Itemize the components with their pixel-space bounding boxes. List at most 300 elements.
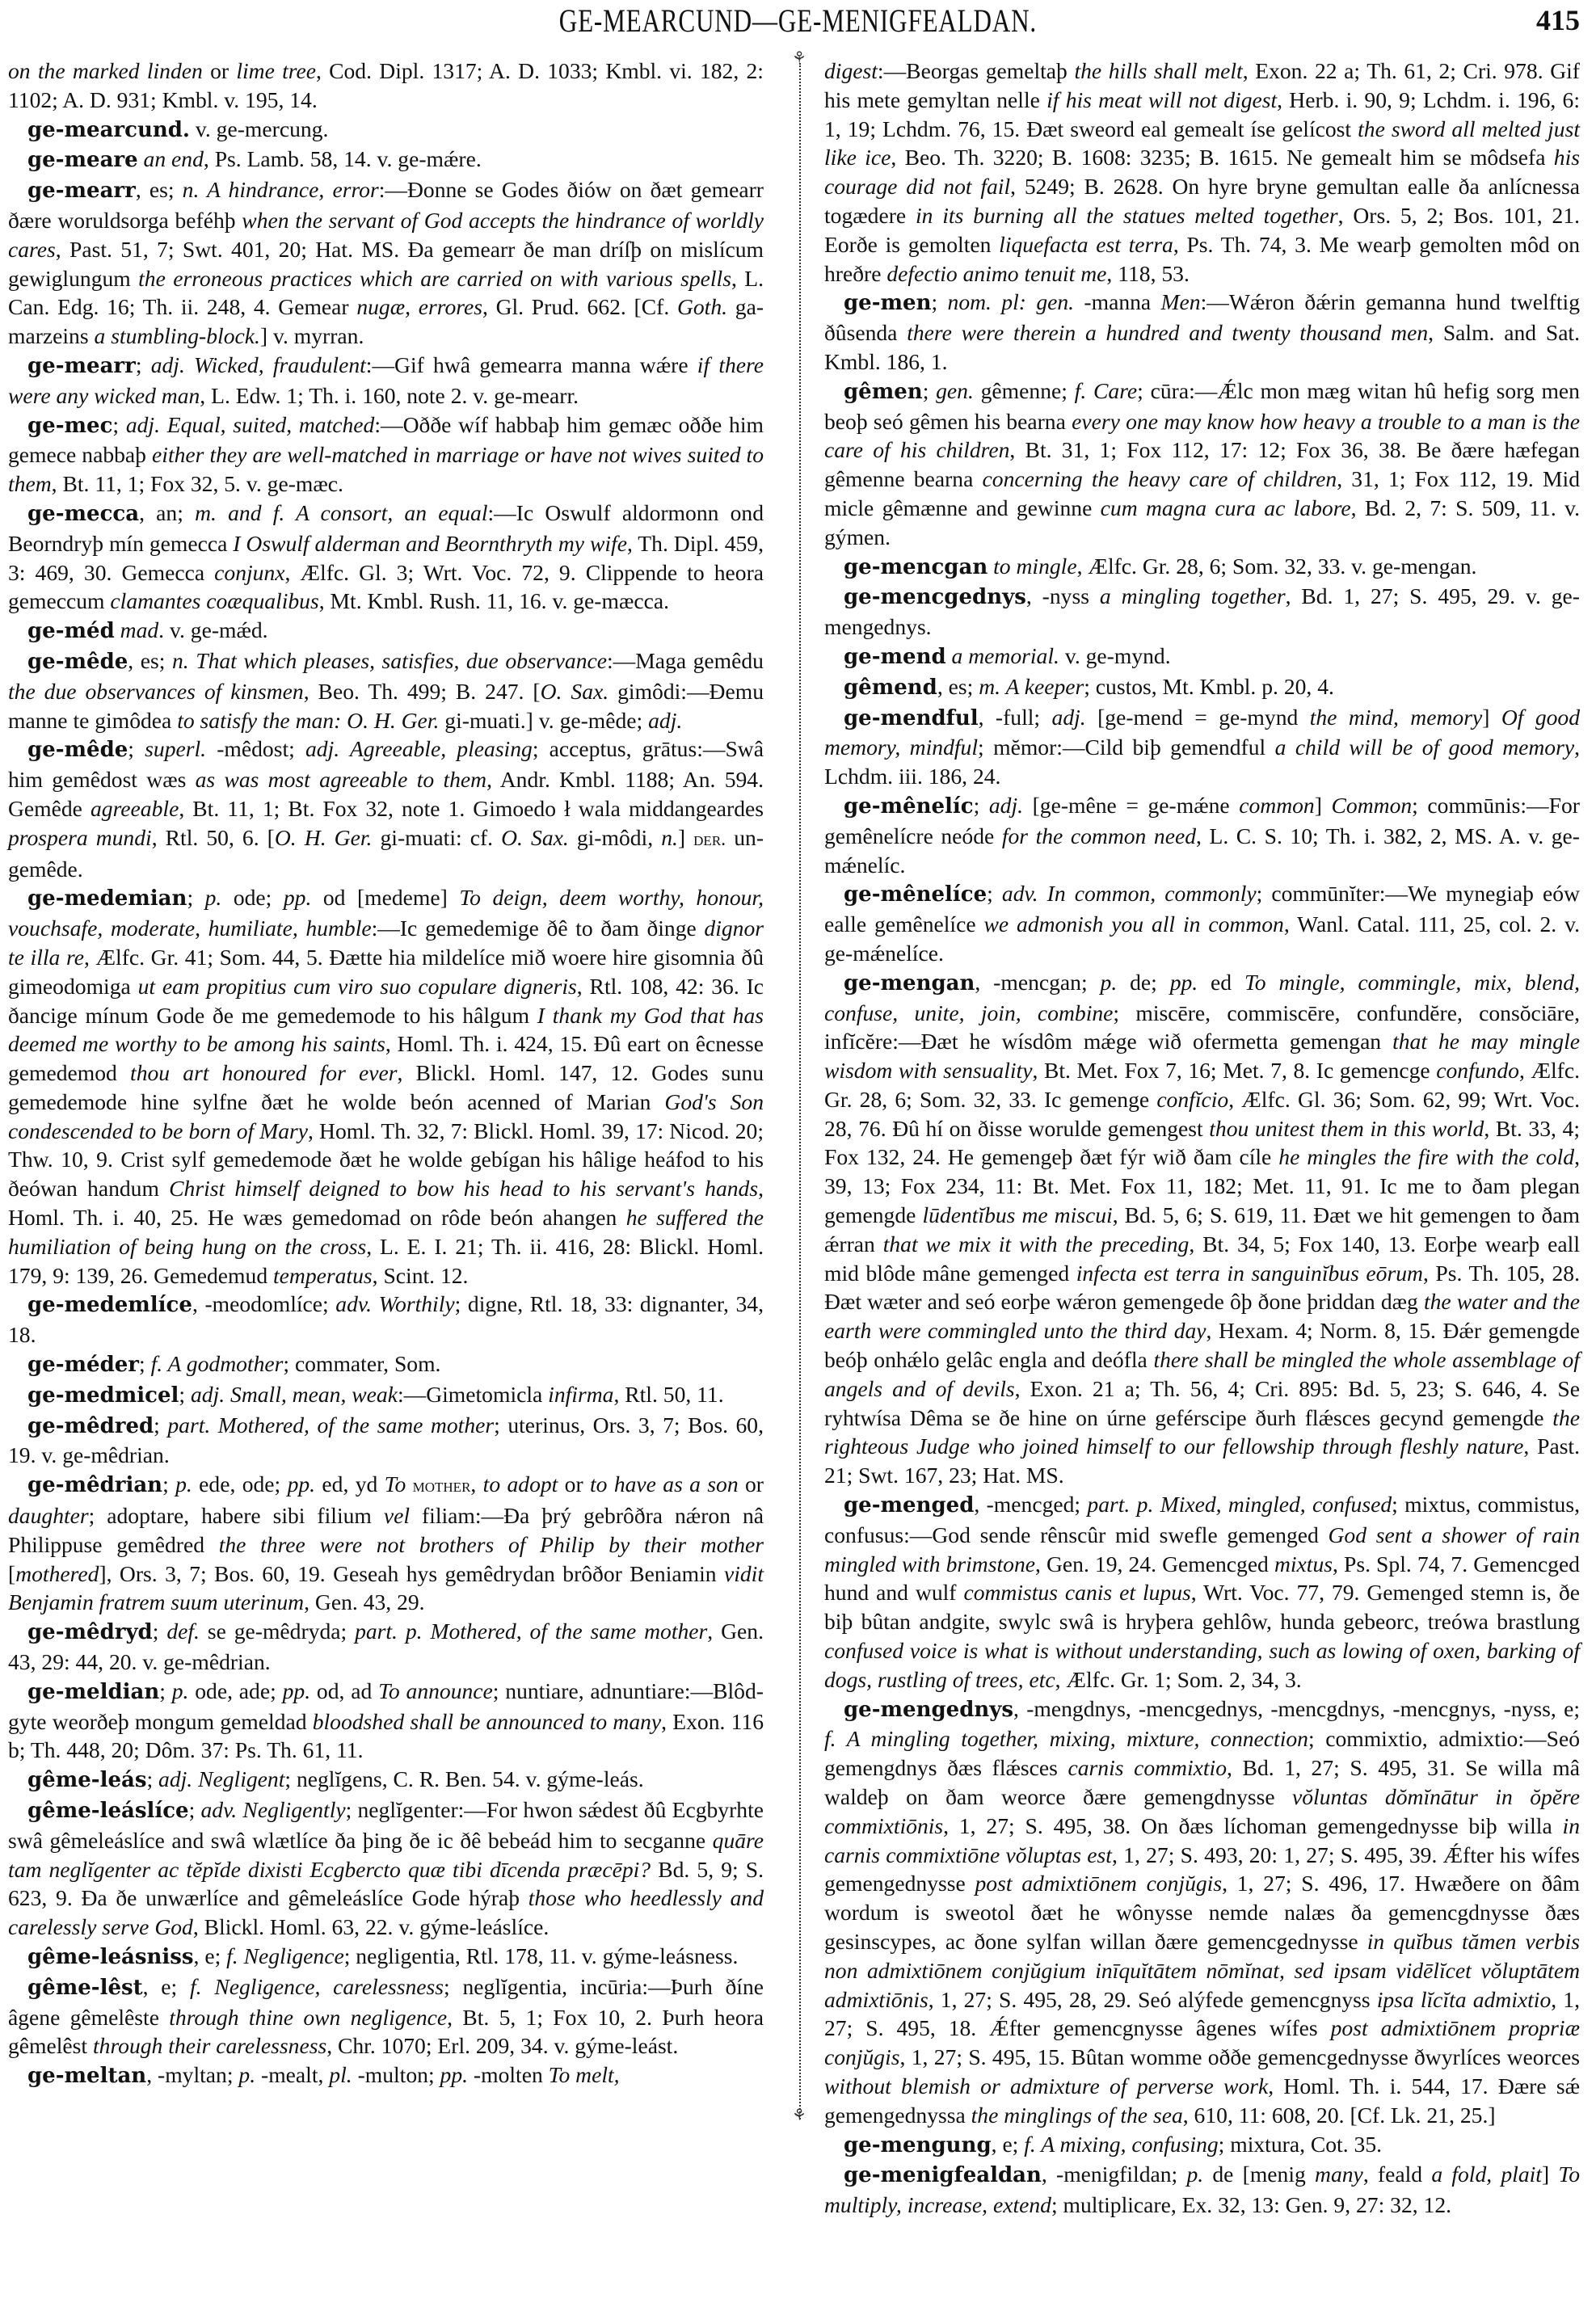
italic-gloss: to adopt	[482, 1471, 558, 1497]
text-run: , Bd. 2, 7: S. 509, 11. v. gýmen.	[824, 495, 1580, 549]
italic-gloss: ipsa lĭcĭta admixtio	[1376, 1986, 1552, 2012]
text-run: :—Oððe wíf habbaþ him gemæc oððe him gemece nabbaþ	[8, 411, 764, 468]
italic-gloss: nugæ, errores	[356, 294, 482, 320]
text-run: ; multiplicare, Ex. 32, 13: Gen. 9, 27: 32, 12.	[1051, 2192, 1452, 2218]
text-run: , -mencged;	[974, 1492, 1088, 1518]
italic-gloss: there shall be mingled the whole assemblage of angels and of devils	[824, 1347, 1580, 1401]
text-run: , -full;	[978, 704, 1052, 730]
dictionary-entry	[824, 377, 1580, 552]
headword: ge-mearcund.	[27, 117, 190, 142]
italic-gloss: p.	[204, 885, 222, 911]
italic-gloss: pp.	[287, 1471, 316, 1497]
text-run: , Homl. Th. 32, 7: Blickl. Homl. 39, 17: Nicod. 20; Thw. 10, 9. Crist sylf gemedemode ðæt he wolde gebígan his hâlige heáfod to his ðeówan handum	[8, 1118, 764, 1202]
headword: ge-mengung	[844, 2132, 992, 2157]
text-run: ;	[152, 1619, 167, 1644]
italic-gloss: superl.	[145, 736, 207, 762]
italic-gloss: without blemish or admixture of perverse work	[824, 2073, 1269, 2098]
text-run: ;	[112, 411, 126, 437]
text-run: , 1, 27; S. 495, 18. Ǽfter gemencgnysse âgenes wífes	[824, 1986, 1580, 2041]
text-run: , Bd. 1, 27; S. 495, 31. Se willa mâ waldeþ on ðam weorce ðære gemengdnysse	[824, 1755, 1580, 1810]
text-run: ], Ors. 3, 7; Bos. 60, 19. Geseah hys gemêdrydan brôðor Beniamin	[99, 1560, 724, 1586]
text-run: , Rtl. 50, 11.	[613, 1381, 724, 1407]
italic-gloss: the hills shall melt	[1074, 58, 1243, 83]
text-run: , Gen. 43, 29.	[304, 1589, 425, 1615]
headword: ge-mêde	[27, 738, 128, 763]
italic-gloss: adj.	[648, 707, 683, 733]
italic-gloss: pp.	[1169, 969, 1198, 995]
dictionary-entry	[8, 351, 764, 410]
italic-gloss: n. A hindrance, error	[182, 177, 379, 203]
text-run: ; uterinus, Ors. 3, 7; Bos. 60, 19. v. ge-mêdrian.	[8, 1412, 764, 1468]
dictionary-entry	[8, 499, 764, 616]
running-head: GE-MEARCUND—GE-MENIGFEALDAN.	[558, 2, 1037, 39]
italic-gloss: part. Mothered, of the same mother	[167, 1412, 495, 1438]
italic-gloss: for the common need	[1001, 823, 1196, 848]
text-run: , L. C. S. 10; Th. i. 382, 2, MS. A. v. ge-mǽnelíc.	[824, 823, 1580, 878]
italic-gloss: n. That which pleases, satisfies, due observance	[171, 647, 607, 673]
italic-gloss: To deign, deem worthy, honour, vouchsafe, moderate, humiliate, humble	[8, 885, 764, 941]
italic-gloss: To melt,	[548, 2062, 620, 2088]
italic-gloss: if there were any wicked man	[8, 351, 764, 408]
text-run: , Ælfc. Gr. 28, 6; Som. 32, 33. Ic gemenge	[824, 1058, 1580, 1112]
dictionary-entry	[8, 115, 764, 145]
italic-gloss: many	[1315, 2162, 1363, 2187]
italic-gloss: prospera mundi	[8, 824, 152, 850]
italic-gloss: that we mix it with the preceding	[882, 1231, 1190, 1257]
text-run: [ge-mend = ge-mynd	[1085, 704, 1310, 730]
italic-gloss: vŏluntas dŏmĭnātur in ŏpĕre commixtiōnis	[824, 1784, 1581, 1838]
italic-gloss: the due observances of kinsmen	[8, 678, 304, 704]
italic-gloss: O. Sax.	[501, 824, 569, 850]
italic-gloss: bloodshed shall be announced to many	[312, 1708, 662, 1734]
italic-gloss: To mingle, commingle, mix, blend, confuse, unite, join, combine	[824, 969, 1581, 1025]
italic-gloss: in carnis commixtiōne vŏluptas est	[824, 1812, 1580, 1867]
text-run: ; commūnĭter:—We mynegiaþ eów ealle gemênelíce	[824, 881, 1580, 937]
italic-gloss: he mingles the fire with the cold	[1278, 1144, 1575, 1170]
text-run: or	[738, 1471, 764, 1497]
text-run: , Lchdm. iii. 186, 24.	[824, 735, 1580, 789]
text-run: , Homl. Th. i. 544, 17. Ðære sǽ gemengednyssa	[824, 2073, 1580, 2128]
italic-gloss: to have as a son	[590, 1471, 739, 1497]
text-run: , L. E. I. 21; Th. ii. 416, 28: Blickl. Homl. 179, 9: 139, 26. Gemedemud	[8, 1233, 764, 1288]
text-run: ;	[188, 1797, 201, 1823]
text-run: , Wanl. Catal. 111, 25, col. 2. v. ge-mǽnelíce.	[824, 911, 1580, 966]
text-run: :—Ðonne se Godes ðiów on ðæt gemearr ðære woruldsorga beféhþ	[8, 177, 764, 233]
text-run: , Bt. 34, 5; Fox 140, 13. Eorþe wearþ eall mid blôde mâne gemenged	[824, 1231, 1580, 1286]
text-run: , 31, 1; Fox 112, 19. Mid micle gêmænne and gewinne	[824, 466, 1580, 520]
italic-gloss: conjunx	[214, 559, 285, 585]
italic-gloss: f. A godmother	[150, 1351, 284, 1377]
text-run: , Ælfc. Gl. 36; Som. 62, 99; Wrt. Voc. 28, 76. Ðû hí on ðisse worulde gemengest	[824, 1086, 1580, 1141]
text-run: , Rtl. 50, 6. [	[151, 824, 275, 850]
italic-gloss: f. A mingling together, mixing, mixture, connection	[824, 1726, 1308, 1752]
italic-gloss: infirma	[548, 1381, 614, 1407]
text-run: ; mixtura, Cot. 35.	[1218, 2131, 1383, 2157]
text-run: gi-môdi,	[568, 824, 662, 850]
text-run: , e;	[193, 1943, 227, 1968]
headword: ge-men	[844, 291, 932, 316]
dictionary-entry	[824, 552, 1580, 583]
text-run: , Herb. i. 90, 9; Lchdm. i. 196, 6: 1, 19; Lchdm. 76, 15. Ðæt sweord eal gemealt íse gelícost	[824, 86, 1580, 141]
italic-gloss: the mind, memory	[1309, 704, 1483, 730]
text-run: Bd. 5, 9; S. 623, 9. Ða ðe unwærlíce and gêmeleáslíce Gode hýraþ	[8, 1856, 764, 1911]
left-column	[8, 57, 764, 2091]
text-run: gi-muati: cf.	[372, 824, 502, 850]
page-number: 415	[1536, 4, 1580, 36]
text-run: ;	[931, 289, 948, 315]
text-run: ; digne, Rtl. 18, 33: dignanter, 34, 18.	[8, 1291, 764, 1348]
text-run: ;	[973, 792, 989, 818]
text-run: , Hexam. 4; Norm. 8, 15. Ðǽr gemengde beóþ onhǽlo gelâc engla and deófla	[824, 1318, 1580, 1373]
text-run: , -mencgan;	[975, 969, 1101, 995]
dictionary-entry	[8, 1972, 764, 2061]
text-run: , e;	[991, 2131, 1025, 2157]
text-run: , Gl. Prud. 662. [Cf.	[482, 294, 677, 320]
headword: gêmen	[844, 379, 923, 404]
text-run: ; adoptare, habere sibi filium	[88, 1503, 384, 1529]
text-run: , Bt. Met. Fox 7, 16; Met. 7, 8. Ic gemencge	[1032, 1058, 1437, 1084]
headword: ge-mêde	[27, 649, 128, 674]
text-run: [	[8, 1560, 16, 1586]
text-run: , Ælfc. Gl. 3; Wrt. Voc. 72, 9. Clippende to heora gemeccum	[8, 559, 764, 614]
italic-gloss: part. p. Mixed, mingled, confused	[1087, 1492, 1392, 1518]
italic-gloss: To	[384, 1471, 413, 1497]
headword: ge-mend	[844, 644, 946, 669]
dictionary-entry	[824, 968, 1580, 1490]
italic-gloss: def.	[166, 1619, 200, 1644]
italic-gloss: adj. Negligent	[158, 1766, 285, 1792]
headword: ge-medmicel	[27, 1383, 179, 1408]
text-run: , Ælfc. Gr. 41; Som. 44, 5. Ðætte hia mildelíce mið woere hire gisomnia ðû gimeodomiga	[8, 944, 764, 999]
headword: ge-menigfealdan	[844, 2163, 1042, 2188]
dictionary-entry	[824, 642, 1580, 672]
text-run: , Ps. Th. 74, 3. Me wearþ gemolten môd on hreðre	[824, 231, 1580, 286]
italic-gloss: f. Negligence	[226, 1943, 344, 1968]
text-run: , L. Can. Edg. 16; Th. ii. 248, 4. Gemear	[8, 265, 764, 320]
italic-gloss: adj. Agreeable, pleasing	[305, 736, 533, 762]
text-run: ]	[677, 824, 694, 850]
italic-gloss: daughter	[8, 1503, 89, 1529]
text-run: , 118, 53.	[1106, 260, 1190, 286]
italic-gloss: n.	[661, 824, 678, 850]
text-run: , 610, 11: 608, 20. [Cf. Lk. 21, 25.]	[1182, 2102, 1496, 2128]
text-run: ga-marzeins	[8, 294, 764, 349]
dictionary-entry	[8, 1795, 764, 1942]
text-run: -manna	[1074, 289, 1161, 315]
italic-gloss: adv. Negligently	[200, 1797, 346, 1823]
italic-gloss: quāre tam neglĭgenter ac tĕpĭde dixisti Ecgbercto quæ tibi dīcenda præcēpi?	[8, 1827, 764, 1882]
text-run: ; neglĭgentia, incūria:—Þurh ðíne âgene gêmelêste	[8, 1973, 764, 2030]
text-run: , Ors. 5, 2; Bos. 101, 21. Eorðe is gemolten	[824, 202, 1580, 257]
text-run: ed, yd	[315, 1471, 385, 1497]
italic-gloss: as was most agreeable to them	[195, 767, 487, 793]
text-run: ;	[139, 1351, 151, 1377]
dictionary-entry	[8, 1470, 764, 1617]
italic-gloss: thou unitest them in this world	[1209, 1115, 1484, 1141]
dictionary-entry	[8, 2061, 764, 2091]
italic-gloss: part. p. Mothered, of the same mother	[355, 1619, 708, 1644]
text-run: ; acceptus, grātus:—Swâ him gemêdost wæs	[8, 736, 764, 793]
text-run: , Scint. 12.	[372, 1262, 469, 1288]
italic-gloss: infecta est terra in sanguinĭbus eōrum	[1076, 1260, 1423, 1286]
dictionary-entry	[8, 410, 764, 499]
italic-gloss: p.	[175, 1471, 192, 1497]
text-run: gêmenne;	[973, 377, 1075, 403]
italic-gloss: a fold, plait	[1431, 2162, 1542, 2187]
text-run: ;	[187, 885, 205, 911]
text-run: v. ge-mynd.	[1059, 642, 1171, 668]
italic-gloss: commistus canis et lupus	[963, 1580, 1191, 1606]
text-run: ; miscēre, commiscēre, confundĕre, consŏciāre, infĭcĕre:—Ðæt he wísdôm mǽge wið ofermetta gemengan	[824, 1000, 1580, 1054]
text-run: ; nuntiare, adnuntiare:—Blôd-gyte weorðeþ mongum gemeldad	[8, 1677, 764, 1734]
italic-gloss: every one may know how heavy a trouble to a man is the care of his children	[824, 408, 1580, 463]
column-divider-ornament-top: ⚘	[792, 49, 806, 67]
italic-gloss: the righteous Judge who joined himself to our fellowship through fleshly nature	[824, 1404, 1580, 1459]
text-run: od [medeme]	[311, 885, 460, 911]
text-run: ede, ode;	[192, 1471, 288, 1497]
text-run: , Past. 21; Swt. 167, 23; Hat. MS.	[824, 1433, 1580, 1488]
text-run: , Bd. 5, 6; S. 619, 11. Ðæt we hit gemengen to ðam ǽrran	[824, 1202, 1580, 1257]
text-run: , Bt. 31, 1; Fox 112, 17: 12; Fox 36, 38. Be ðære hæfegan gêmenne bearna	[824, 437, 1580, 492]
text-run: ;	[154, 1412, 168, 1438]
text-run: ]	[1482, 704, 1501, 730]
text-run: ;	[135, 351, 151, 377]
dictionary-entry	[8, 616, 764, 646]
headword: ge-mendful	[844, 705, 979, 730]
text-run: , Beo. Th. 3220; B. 1608: 3235; B. 1615. Ne gemealt him se môdsefa	[891, 145, 1554, 170]
text-run: ;	[987, 881, 1002, 907]
italic-gloss: p.	[1100, 969, 1118, 995]
text-run: , es;	[128, 647, 172, 673]
text-run: , Exon. 22 a; Th. 61, 2; Cri. 978. Gif his mete gemyltan nelle	[824, 58, 1580, 112]
text-run: , Bt. 33, 4; Fox 132, 24. He gemengeþ ðæt fýr wið ðam cíle	[824, 1115, 1580, 1170]
italic-gloss: f. A mixing, confusing	[1024, 2131, 1219, 2157]
headword: ge-méder	[27, 1353, 139, 1378]
text-run: :—Gimetomicla	[397, 1381, 549, 1407]
italic-gloss: he suffered the humiliation of being hung on the cross	[8, 1205, 764, 1259]
text-run: , Homl. Th. i. 40, 25. He wæs gemedomad on rôde beón ahangen	[8, 1176, 764, 1231]
headword: ge-mênelíc	[844, 793, 974, 819]
text-run: , 1, 27; S. 495, 28, 29. Seó alýfede gemencgnyss	[928, 1986, 1377, 2012]
text-run: , an;	[139, 499, 196, 525]
italic-gloss: through their carelessness	[92, 2033, 327, 2059]
dictionary-entry	[8, 883, 764, 1290]
italic-gloss: in quĭbus tămen verbis non admixtiōnem conjŭgium inīquĭtātem nōmĭnat, sed ipsam vidēlĭcet vŏluptātem admixtiōnis	[824, 1929, 1580, 2012]
dictionary-entry	[824, 582, 1580, 642]
headword: gême-leás	[27, 1768, 147, 1793]
italic-gloss: lūdentĭbus me miscui	[922, 1202, 1113, 1228]
text-run: gi-muati.] v. ge-mêde;	[439, 707, 649, 733]
text-run: , es;	[135, 177, 183, 203]
italic-gloss: pp.	[283, 885, 312, 911]
italic-gloss: m. and f. A consort, an equal	[195, 499, 488, 525]
italic-gloss: a child will be of good memory	[1274, 735, 1575, 760]
dictionary-entry	[8, 1349, 764, 1380]
italic-gloss: adj. Wicked, fraudulent	[150, 351, 366, 377]
headword: ge-meltan	[27, 2064, 147, 2089]
text-run: un-gemêde.	[8, 824, 764, 882]
text-run: ;	[922, 377, 937, 403]
text-run: ode;	[221, 885, 284, 911]
italic-gloss: carnis commixtio	[1068, 1755, 1228, 1781]
italic-gloss: we admonish you all in common	[983, 911, 1284, 937]
text-run: , 5249; B. 2628. On hyre bryne gemultan ealle ða anlícnessa togædere	[824, 174, 1580, 228]
text-run: , Exon. 116 b; Th. 448, 20; Dôm. 37: Ps. Th. 61, 11.	[8, 1708, 764, 1763]
text-run: ,	[470, 1471, 483, 1497]
text-run: :—Maga gemêdu	[606, 647, 764, 673]
italic-gloss: Of good memory, mindful	[824, 704, 1580, 760]
text-run: ] v. myrran.	[259, 323, 364, 349]
italic-gloss: vel	[383, 1503, 410, 1529]
text-run: se ge-mêdryda;	[199, 1619, 356, 1644]
text-run: filiam:—Ða þrý gebrôðra nǽron nâ Philippuse gemêdred	[8, 1503, 764, 1557]
text-run: ]	[1541, 2162, 1559, 2187]
dictionary-entry	[8, 145, 764, 175]
italic-gloss: to mingle	[987, 553, 1077, 579]
dictionary-entry	[8, 1290, 764, 1349]
italic-gloss: mothered	[15, 1560, 99, 1586]
italic-gloss: gen.	[936, 377, 974, 403]
text-run: , Ps. Lamb. 58, 14. v. ge-mǽre.	[203, 146, 482, 172]
text-run: , 39, 13; Fox 234, 11: Bt. Met. Fox 11, 182; Met. 11, 91. Ic me to ðam plegan gemengde	[824, 1144, 1580, 1228]
italic-gloss: vidit Benjamin fratrem suum uterinum	[8, 1560, 764, 1615]
text-run: , Bt. 11, 1; Bt. Fox 32, note 1. Gimoedo ł wala middangeardes	[179, 795, 764, 821]
italic-gloss: f. Negligence, carelessness	[190, 1973, 444, 1999]
text-run: , Ps. Spl. 74, 7. Gemencged hund and wulf	[824, 1551, 1580, 1606]
text-run: , Chr. 1070; Erl. 209, 34. v. gýme-leást.	[326, 2033, 679, 2059]
italic-gloss: when the servant of God accepts the hindrance of worldly cares	[8, 207, 764, 262]
italic-gloss: the minglings of the sea	[971, 2102, 1183, 2128]
page-header	[0, 2, 1596, 47]
column-divider	[799, 63, 801, 2119]
italic-gloss: I thank my God that has deemed me worthy to be among his saints	[8, 1002, 764, 1057]
italic-gloss: either they are well-matched in marriage or have not wives suited to them	[8, 442, 764, 497]
italic-gloss: adv. In common, commonly	[1001, 881, 1257, 907]
text-run: , Beo. Th. 499; B. 247. [	[303, 678, 541, 704]
italic-gloss: Common	[1331, 792, 1413, 818]
italic-gloss: To announce	[378, 1677, 493, 1703]
headword: gême-leáslíce	[27, 1799, 189, 1824]
italic-gloss: the water and the earth were commingled unto the third day	[824, 1289, 1580, 1344]
text-run: , 1, 27; S. 496, 17. Hwæðere on ðâm wordum is sweotol ðæt he wônysse nemde nalæs ða gemencgdnysse ðæs gesinscypes, ac ðone sylfan willan ðære gemencgednysse	[824, 1871, 1580, 1954]
text-run: , Ælfc. Gr. 28, 6; Som. 32, 33. v. ge-mengan.	[1076, 553, 1477, 579]
italic-gloss: Goth.	[676, 294, 728, 320]
text-run: -mealt,	[255, 2062, 330, 2088]
italic-gloss: pl.	[329, 2062, 352, 2088]
dictionary-entry	[824, 879, 1580, 967]
headword: ge-mecca	[27, 501, 140, 526]
text-run: ; commater, Som.	[283, 1351, 441, 1377]
text-run: -multon;	[352, 2062, 440, 2088]
text-run: ; cūra:—Ǽlc mon mæg witan hû hefig sorg men beoþ seó gêmen his bearna	[824, 377, 1580, 434]
italic-gloss: clamantes coæqualibus	[110, 588, 319, 614]
dictionary-entry	[824, 1694, 1580, 2130]
headword: ge-medemian	[27, 886, 187, 911]
italic-gloss: the three were not brothers of Philip by their mother	[218, 1531, 764, 1557]
headword: ge-mênelíce	[844, 882, 987, 907]
small-caps: der.	[693, 828, 726, 850]
column-divider-ornament-bottom: ⚘	[792, 2107, 806, 2124]
dictionary-entry	[8, 1765, 764, 1795]
italic-gloss: those who heedlessly and carelessly serve God	[8, 1885, 764, 1940]
italic-gloss: pp.	[440, 2062, 469, 2088]
dictionary-entry	[824, 672, 1580, 703]
headword: ge-méd	[27, 619, 115, 644]
italic-gloss: To multiply, increase, extend	[824, 2162, 1581, 2218]
dictionary-entry	[824, 288, 1580, 376]
headword: ge-mengan	[844, 970, 975, 996]
headword: ge-mêdrian	[27, 1473, 163, 1498]
text-run: de [menig	[1203, 2162, 1316, 2187]
dictionary-entry	[824, 2130, 1580, 2161]
text-run: ]	[1314, 792, 1332, 818]
dictionary-entry	[8, 1942, 764, 1972]
italic-gloss: pp.	[282, 1677, 311, 1703]
italic-gloss: post admixtiōnem conjŭgis	[975, 1871, 1223, 1896]
entry-continuation	[8, 57, 764, 115]
italic-gloss: post admixtiōnem propriæ conjŭgis	[824, 2015, 1580, 2070]
text-run: , Salm. and Sat. Kmbl. 186, 1.	[824, 320, 1581, 374]
small-caps: mother	[412, 1475, 471, 1497]
italic-gloss: there were therein a hundred and twenty thousand men	[907, 320, 1429, 346]
text-run: , Gen. 19, 24. Gemencged	[1034, 1551, 1274, 1576]
italic-gloss: mixtus	[1274, 1551, 1333, 1576]
italic-gloss: ut eam propitius cum viro suo copulare digneris	[137, 973, 577, 999]
text-run: , Gen. 43, 29: 44, 20. v. ge-mêdrian.	[8, 1619, 764, 1675]
italic-gloss: that he may mingle wisdom with sensuality	[824, 1029, 1581, 1084]
entry-continuation	[824, 57, 1580, 288]
text-run: , Cod. Dipl. 1317; A. D. 1033; Kmbl. vi. 182, 2: 1102; A. D. 931; Kmbl. v. 195, 14.	[8, 58, 764, 112]
dictionary-entry	[8, 175, 764, 351]
text-run: , Wrt. Voc. 77, 79. Gemenged stemn is, ðe biþ bûtan andgite, swylc swâ is hryþera gehlôw, hunda gebeorc, treówa brastlung	[824, 1580, 1580, 1635]
right-column	[824, 57, 1580, 2220]
headword: ge-mec	[27, 413, 113, 438]
text-run: , e;	[142, 1973, 190, 1999]
italic-gloss: liquefacta est terra	[999, 231, 1173, 257]
text-run: or	[202, 58, 237, 83]
text-run: . v. ge-mǽd.	[158, 617, 268, 643]
text-run: ode, ade;	[188, 1677, 283, 1703]
headword: ge-mearr	[27, 179, 136, 204]
text-run: de;	[1117, 969, 1170, 995]
italic-gloss: adv. Worthily	[335, 1291, 455, 1317]
italic-gloss: O. H. Ger.	[274, 824, 373, 850]
text-run: :—Wǽron ðǽrin gemanna hund twelftig ðûsenda	[824, 289, 1580, 346]
text-run: ; neglĭgens, C. R. Ben. 54. v. gýme-leás.	[284, 1766, 644, 1792]
text-run: , Exon. 21 a; Th. 56, 4; Cri. 895: Bd. 5, 23; S. 646, 4. Se ryhtwísa Dêma se ðe hine on úrne geférscipe ðurh flǽsces gecynd gemengde	[824, 1375, 1580, 1430]
italic-gloss: Men	[1160, 289, 1201, 315]
text-run: , Bt. 5, 1; Fox 10, 2. Þurh heora gêmelêst	[8, 2004, 764, 2059]
italic-gloss: thou art honoured for ever	[130, 1060, 398, 1086]
text-run: , Ps. Th. 105, 28. Ðæt wæter and seó eorþe wǽron gemengede ôþ ðone þriddan dæg	[824, 1260, 1580, 1315]
italic-gloss: on the marked linden	[8, 58, 203, 83]
text-run: , -nyss	[1025, 583, 1100, 609]
text-run: -molten	[468, 2062, 549, 2088]
headword: ge-mengednys	[844, 1697, 1014, 1722]
headword: ge-mêdred	[27, 1413, 154, 1438]
text-run: -mêdost;	[206, 736, 305, 762]
italic-gloss: the erroneous practices which are carried on with various spells	[138, 265, 731, 291]
italic-gloss: agreeable	[91, 795, 179, 821]
text-run: , -myltan;	[146, 2062, 239, 2088]
text-run: , Ælfc. Gr. 1; Som. 2, 34, 3.	[1055, 1666, 1302, 1692]
text-run: , Andr. Kmbl. 1188; An. 594. Gemêde	[8, 767, 764, 821]
text-run: ; negligentia, Rtl. 178, 11. v. gýme-leásness.	[343, 1943, 739, 1968]
text-run: , es;	[937, 673, 979, 699]
text-run: , 1, 27; S. 495, 38. On ðæs líchoman gemengednysse biþ willa	[943, 1812, 1563, 1838]
italic-gloss: Christ himself deigned to bow his head to his servant's hands	[169, 1176, 759, 1202]
text-run: , Homl. Th. i. 424, 15. Ðû eart on êcnesse gemedemod	[8, 1031, 764, 1086]
